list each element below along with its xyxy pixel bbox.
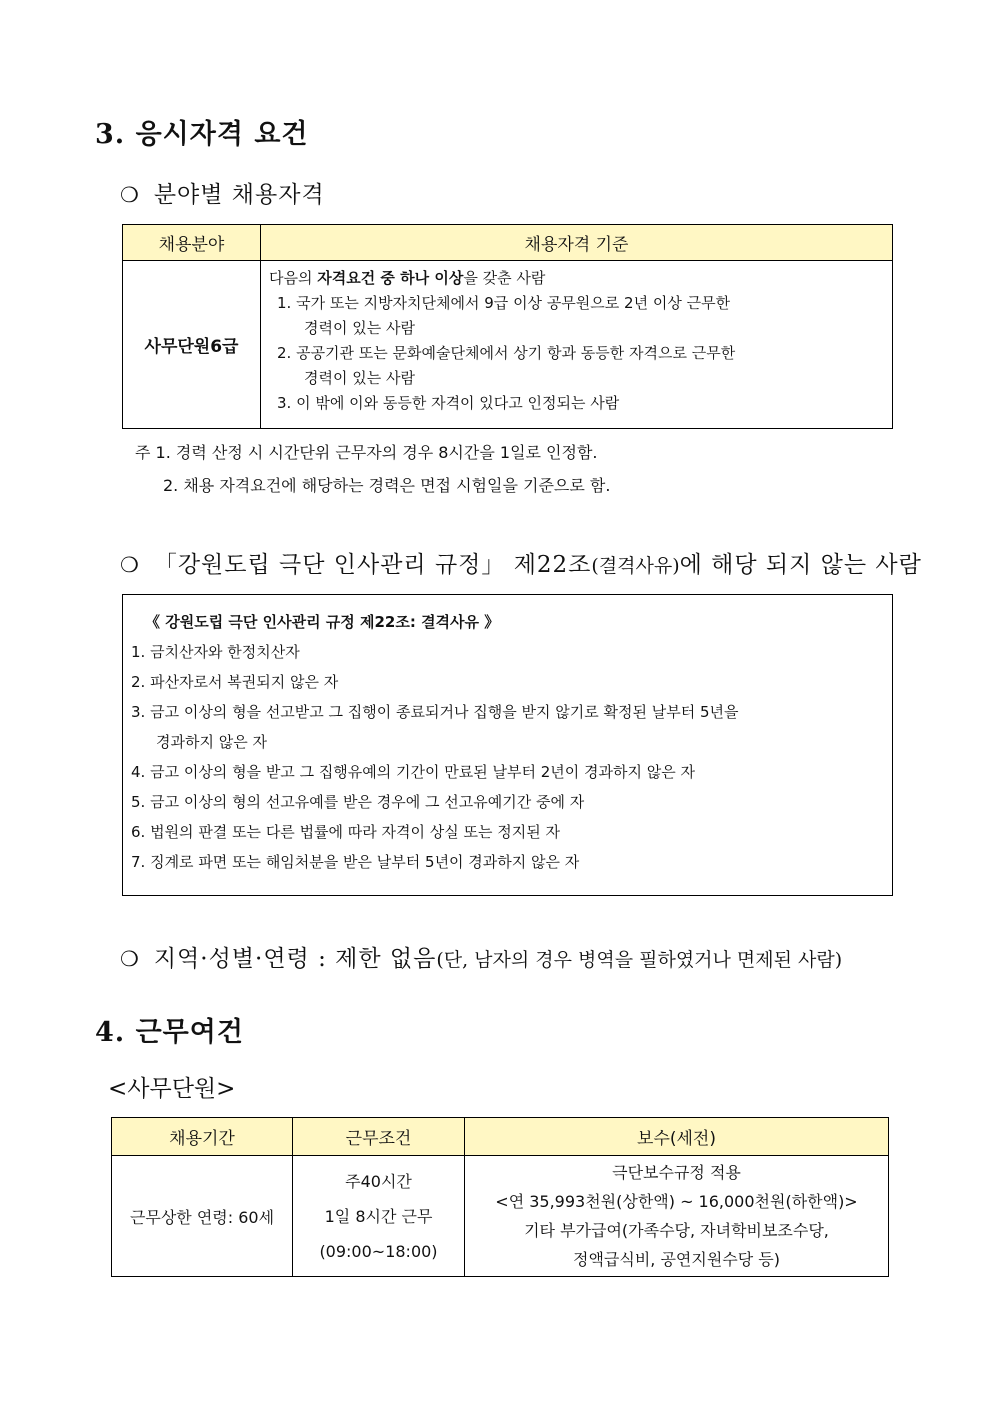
bullet-circle-icon: ❍ — [120, 553, 140, 577]
table-cell-field: 사무단원6급 — [123, 261, 261, 429]
criteria-item: 1. 국가 또는 지방자치단체에서 9급 이상 공무원으로 2년 이상 근무한 — [277, 294, 731, 312]
bullet-no-restriction: ❍ 지역·성별·연령 : 제한 없음(단, 남자의 경우 병역을 필하였거나 면제된 사람) — [120, 946, 843, 972]
box-item: 5. 금고 이상의 형의 선고유예를 받은 경우에 그 선고유예기간 중에 자 — [131, 793, 585, 811]
table-header-conditions: 근무조건 — [293, 1118, 465, 1156]
table-cell-conditions: 주40시간 1일 8시간 근무 (09:00~18:00) — [293, 1156, 465, 1277]
box-item: 6. 법원의 판결 또는 다른 법률에 따라 자격이 상실 또는 정지된 자 — [131, 823, 561, 841]
criteria-intro: 다음의 자격요건 중 하나 이상을 갖춘 사람 — [269, 269, 546, 287]
box-title: 《 강원도립 극단 인사관리 규정 제22조: 결격사유 》 — [145, 613, 500, 631]
bullet-disqualification: ❍ 「강원도립 극단 인사관리 규정」 제22조(결격사유)에 해당 되지 않는 사람 — [120, 552, 922, 578]
table-header-period: 채용기간 — [112, 1118, 293, 1156]
section-4-title: 4. 근무여건 — [95, 1017, 244, 1048]
table-header-field: 채용분야 — [123, 225, 261, 261]
table-cell-period: 근무상한 연령: 60세 — [112, 1156, 293, 1277]
disqualification-box — [122, 594, 893, 896]
box-item: 2. 파산자로서 복권되지 않은 자 — [131, 673, 339, 691]
box-item: 1. 금치산자와 한정치산자 — [131, 643, 300, 661]
table-header-criteria: 채용자격 기준 — [261, 225, 893, 261]
criteria-item: 경력이 있는 사람 — [304, 369, 415, 387]
bullet-label: 분야별 채용자격 — [153, 182, 325, 208]
table-header-pay: 보수(세전) — [465, 1118, 889, 1156]
table-cell-pay: 극단보수규정 적용 <연 35,993천원(상한액) ~ 16,000천원(하한액)> 기타 부가급여(가족수당, 자녀학비보조수당, 정액급식비, 공연지원수당 등) — [465, 1156, 889, 1277]
work-conditions-table — [111, 1117, 889, 1277]
criteria-item: 3. 이 밖에 이와 동등한 자격이 있다고 인정되는 사람 — [277, 394, 620, 412]
note-1: 주 1. 경력 산정 시 시간단위 근무자의 경우 8시간을 1일로 인정함. — [135, 443, 598, 462]
box-item: 경과하지 않은 자 — [156, 733, 267, 751]
bullet-qualification-by-field — [120, 176, 325, 209]
section-3-title: 3. 응시자격 요건 — [95, 119, 309, 150]
box-item: 7. 징계로 파면 또는 해임처분을 받은 날부터 5년이 경과하지 않은 자 — [131, 853, 580, 871]
bullet-circle-icon: ❍ — [120, 947, 140, 971]
bullet-circle-icon: ❍ — [120, 183, 140, 207]
qualification-table — [122, 224, 893, 429]
box-item: 3. 금고 이상의 형을 선고받고 그 집행이 종료되거나 집행을 받지 않기로 확정된 날부터 5년을 — [131, 703, 739, 721]
criteria-item: 2. 공공기관 또는 문화예술단체에서 상기 항과 동등한 자격으로 근무한 — [277, 344, 736, 362]
note-2: 2. 채용 자격요건에 해당하는 경력은 면접 시험일을 기준으로 함. — [163, 476, 611, 495]
box-item: 4. 금고 이상의 형을 받고 그 집행유예의 기간이 만료된 날부터 2년이 경과하지 않은 자 — [131, 763, 696, 781]
subhead-office-staff: <사무단원> — [108, 1076, 236, 1102]
table-cell-criteria — [261, 261, 893, 429]
criteria-item: 경력이 있는 사람 — [304, 319, 415, 337]
